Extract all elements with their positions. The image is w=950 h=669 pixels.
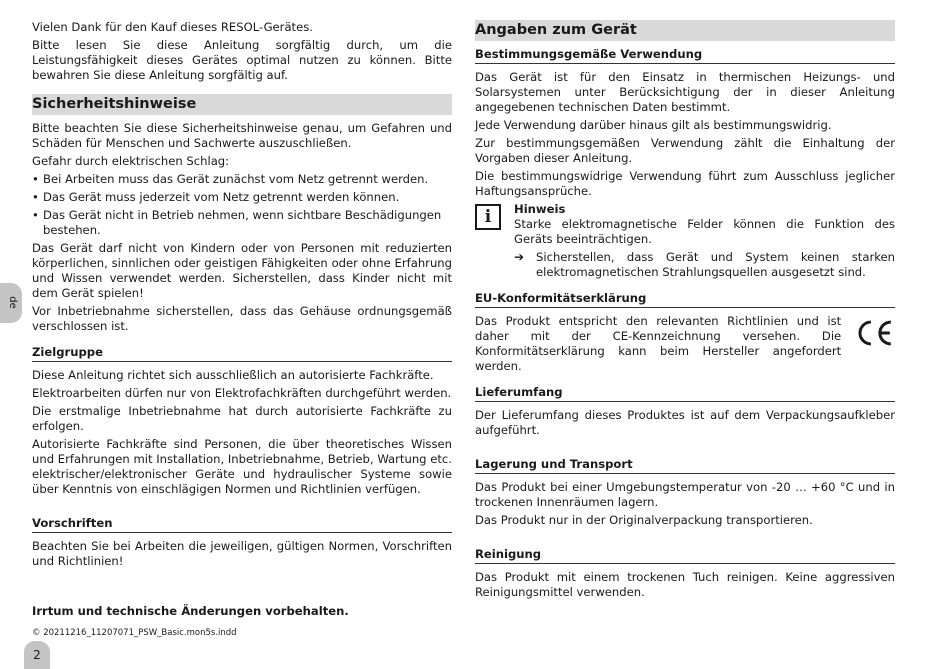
cleaning-text: Das Produkt mit einem trockenen Tuch reinigen. Keine aggressiven Reinigungsmittel verwenden.	[475, 570, 895, 599]
target-heading: Zielgruppe	[32, 345, 452, 362]
rules-heading: Vorschriften	[32, 516, 452, 533]
intended-p4: Die bestimmungswidrige Verwendung führt zum Ausschluss jeglicher Haftungsansprüche.	[475, 169, 895, 198]
target-p4: Autorisierte Fachkräfte sind Personen, die über theoretisches Wissen und Erfahrungen mit Installation, Inbetriebnahme, Betrieb, Wartung etc. elektrischer/elektronischer Geräte und hydraulischer Systeme sowie über Kenntnis von einschlägigen Normen und Richtlinien verfügen.	[32, 437, 452, 496]
eu-heading: EU-Konformitätserklärung	[475, 291, 895, 308]
list-item: • Das Gerät muss jederzeit vom Netz getrennt werden können.	[32, 190, 452, 205]
disclaimer: Irrtum und technische Änderungen vorbehalten.	[32, 604, 349, 618]
scope-heading: Lieferumfang	[475, 385, 895, 402]
target-p2: Elektroarbeiten dürfen nur von Elektrofachkräften durchgeführt werden.	[32, 386, 452, 400]
target-p1: Diese Anleitung richtet sich ausschließlich an autorisierte Fachkräfte.	[32, 368, 434, 382]
hint-box	[475, 202, 895, 283]
target-p3: Die erstmalige Inbetriebnahme hat durch autorisierte Fachkräfte zu erfolgen.	[32, 404, 452, 433]
list-item: • Bei Arbeiten muss das Gerät zunächst vom Netz getrennt werden.	[32, 172, 452, 187]
storage-heading: Lagerung und Transport	[475, 457, 895, 474]
intro-thanks: Vielen Dank für den Kauf dieses RESOL-Gerätes.	[32, 20, 313, 34]
hint-title: Hinweis	[514, 202, 566, 216]
device-heading: Angaben zum Gerät	[475, 20, 895, 41]
language-tab-label: de	[6, 296, 18, 309]
info-icon: i	[475, 204, 501, 230]
language-tab	[0, 283, 22, 323]
rules-text: Beachten Sie bei Arbeiten die jeweiligen, gültigen Normen, Vorschriften und Richtlinien!	[32, 539, 452, 568]
scope-text: Der Lieferumfang dieses Produktes ist auf dem Verpackungsaufkleber aufgeführt.	[475, 408, 895, 437]
ce-mark-icon	[855, 318, 895, 348]
cleaning-heading: Reinigung	[475, 547, 895, 564]
left-column	[32, 20, 452, 572]
safety-p2: Gefahr durch elektrischen Schlag:	[32, 154, 230, 168]
hint-action: Sicherstellen, dass Gerät und System keinen starken elektromagnetischen Strahlungsquellen ausgesetzt sind.	[536, 250, 895, 279]
arrow-right-icon: ➔	[514, 250, 525, 264]
intended-p1: Das Gerät ist für den Einsatz in thermischen Heizungs- und Solarsystemen unter Berücksichtigung der in dieser Anleitung angegebenen technischen Daten bestimmt.	[475, 70, 895, 114]
safety-p1: Bitte beachten Sie diese Sicherheitshinweise genau, um Gefahren und Schäden für Menschen und Sachwerte auszuschließen.	[32, 121, 452, 150]
safety-p3: Das Gerät darf nicht von Kindern oder von Personen mit reduzierten körperlichen, sinnlichen oder geistigen Fähigkeiten oder ohne Erfahrung und Wissen verwendet werden. Sicherstellen, dass Kinder nicht mit dem Gerät spielen!	[32, 241, 452, 300]
hint-text: Starke elektromagnetische Felder können die Funktion des Geräts beeinträchtigen.	[514, 217, 895, 246]
safety-p4: Vor Inbetriebnahme sicherstellen, dass das Gehäuse ordnungsgemäß verschlossen ist.	[32, 304, 452, 333]
storage-p2: Das Produkt nur in der Originalverpackung transportieren.	[475, 513, 813, 527]
intended-heading: Bestimmungsgemäße Verwendung	[475, 47, 895, 64]
safety-heading: Sicherheitshinweise	[32, 94, 452, 115]
file-reference: © 20211216_11207071_PSW_Basic.mon5s.indd	[32, 628, 237, 638]
storage-p1: Das Produkt bei einer Umgebungstemperatur von -20 … +60 °C und in trockenen Innenräumen lagern.	[475, 480, 895, 509]
eu-text: Das Produkt entspricht den relevanten Richtlinien und ist daher mit der CE-Kennzeichnung versehen. Die Konformitätserklärung kann beim Hersteller angefordert werden.	[475, 314, 842, 373]
intended-p3: Zur bestimmungsgemäßen Verwendung zählt die Einhaltung der Vorgaben dieser Anleitung.	[475, 136, 895, 165]
page-number: 2	[24, 641, 50, 669]
right-column	[475, 20, 895, 603]
safety-bullets	[32, 172, 452, 238]
intended-p2: Jede Verwendung darüber hinaus gilt als bestimmungswidrig.	[475, 118, 832, 132]
list-item: • Das Gerät nicht in Betrieb nehmen, wenn sichtbare Beschädigungen bestehen.	[32, 208, 452, 238]
intro-read: Bitte lesen Sie diese Anleitung sorgfältig durch, um die Leistungsfähigkeit dieses Gerätes optimal nutzen zu können. Bitte bewahren Sie diese Anleitung sorgfältig auf.	[32, 38, 452, 82]
